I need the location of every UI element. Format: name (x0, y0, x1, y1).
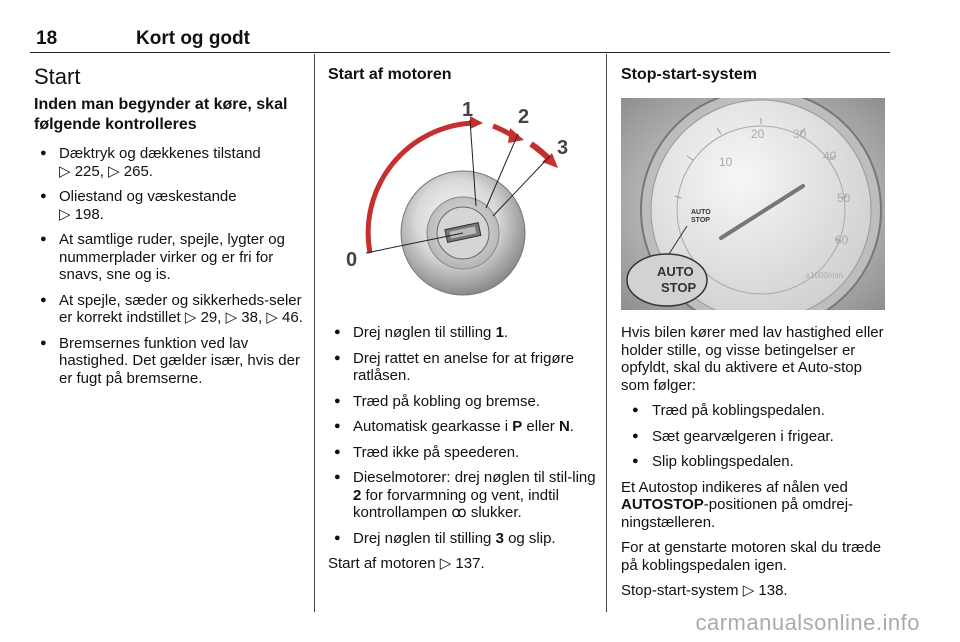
page-number: 18 (36, 28, 58, 49)
tachometer-figure (621, 98, 885, 310)
list-item: ● Drej nøglen til stilling 3 og slip. (328, 530, 596, 548)
list-item: ● Træd på kobling og bremse. (328, 393, 596, 411)
section-title: Start (34, 64, 81, 89)
steps-list (621, 402, 891, 471)
list-item: ● Sæt gearvælgeren i frigear. (621, 428, 891, 446)
list-item: ● Bremsernes funktion ved lav hastighed. Det gælder især, hvis der er fugt på bremserne. (34, 335, 304, 388)
list-item: ● Træd på koblingspedalen. (621, 402, 891, 420)
list-item: ● At samtlige ruder, spejle, lygter og nummerplader virker og er fri for snavs, sne og is. (34, 231, 304, 284)
key-position-1-label: 1 (462, 99, 474, 121)
column-divider (314, 54, 315, 612)
page-ref-link[interactable]: ▷ 225, ▷ 265. (59, 162, 153, 180)
intro-paragraph: Hvis bilen kører med lav hastighed eller holder stille, og visse betingelser er opfyldt, skal du aktivere et Auto-stop som følger: (621, 324, 884, 394)
list-item: ● Dæktryk og dækkenes tilstand ▷ 225, ▷ 265. (34, 145, 304, 180)
tick-label: 30 (793, 127, 807, 141)
unit-label: x1000/min (806, 271, 843, 280)
chapter-title: Kort og godt (136, 28, 250, 49)
key-position-2-label: 2 (518, 106, 530, 128)
key-position-0-label: 0 (346, 249, 358, 271)
tick-label: 60 (835, 233, 849, 247)
list-item: ● Oliestand og væskestande ▷ 198. (34, 188, 304, 223)
column-divider (606, 54, 607, 612)
column-start (34, 58, 304, 395)
list-item: ● Dieselmotorer: drej nøglen til stil-ling 2 for forvarmning og vent, indtil kontrollampen ꝏ slukker. (328, 469, 596, 522)
column-engine-start (328, 58, 596, 581)
gauge-auto-label: AUTO (691, 209, 711, 216)
page-header (30, 26, 890, 53)
glow-plug-icon: ꝏ (451, 504, 467, 521)
list-item: ● Drej rattet en anelse for at frigøre ratlåsen. (328, 350, 596, 385)
tick-label: 50 (837, 191, 851, 205)
steps-list (328, 324, 596, 547)
autostop-auto-label: AUTO (657, 264, 694, 279)
key-position-3-label: 3 (557, 137, 569, 159)
watermark: carmanualsonline.info (695, 610, 920, 635)
section-title: Start af motoren (328, 66, 452, 83)
list-item: ● Slip koblingspedalen. (621, 453, 891, 471)
section-title: Stop-start-system (621, 66, 758, 83)
cross-reference[interactable]: Start af motoren ▷ 137. (328, 555, 485, 572)
list-item: ● Træd ikke på speederen. (328, 444, 596, 462)
list-item: ● At spejle, sæder og sikkerheds-seler er korrekt indstillet ▷ 29, ▷ 38, ▷ 46. (34, 292, 304, 327)
ignition-key-figure (328, 98, 594, 310)
autostop-paragraph: Et Autostop indikeres af nålen ved AUTOSTOP-positionen på omdrej-ningstælleren. (621, 478, 854, 531)
tick-label: 10 (719, 155, 733, 169)
page-ref-link[interactable]: ▷ 198. (59, 205, 104, 223)
tick-label: 40 (823, 149, 837, 163)
section-subtitle: Inden man begynder at køre, skal følgende kontrolleres (34, 96, 288, 133)
cross-reference[interactable]: Stop-start-system ▷ 138. (621, 582, 788, 599)
checklist (34, 145, 304, 387)
list-item: ● Automatisk gearkasse i P eller N. (328, 418, 596, 436)
autostop-stop-label: STOP (661, 280, 697, 295)
restart-paragraph: For at genstarte motoren skal du træde på koblingspedalen igen. (621, 539, 882, 574)
column-stop-start (621, 58, 891, 608)
list-item: ● Drej nøglen til stilling 1. (328, 324, 596, 342)
gauge-stop-label: STOP (691, 217, 710, 224)
tick-label: 20 (751, 127, 765, 141)
